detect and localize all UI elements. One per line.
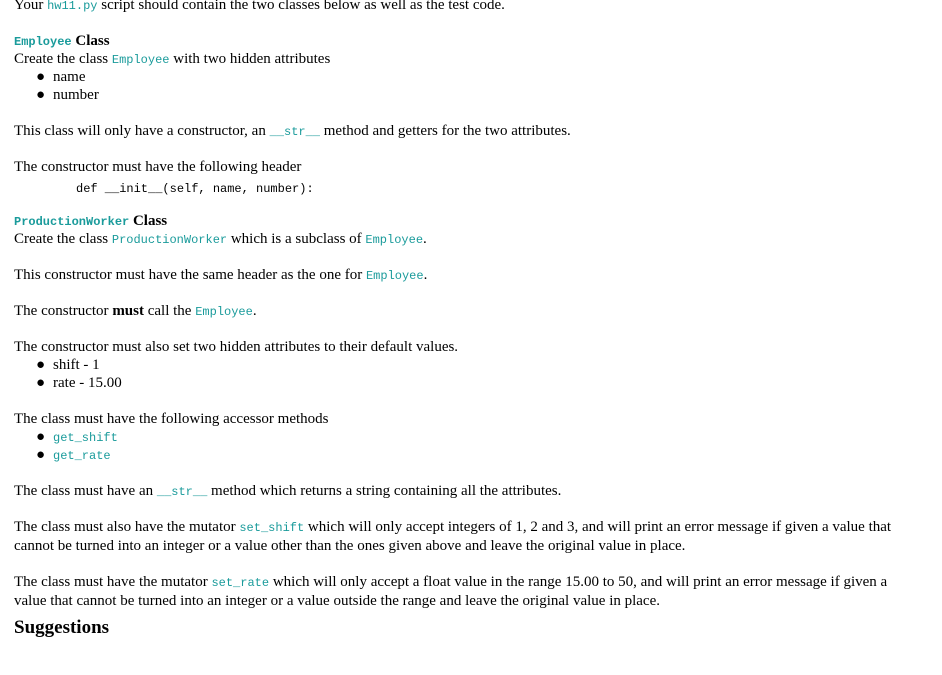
same-header-line: [14, 266, 914, 284]
spacer: [14, 14, 914, 32]
text-fragment: Create the class: [14, 51, 112, 67]
emphasis-must: must: [112, 303, 144, 319]
assignment-document: [14, 0, 914, 640]
list-item: [36, 86, 914, 104]
constructor-signature: def __init__(self, name, number):: [76, 182, 314, 196]
text-fragment: which is a subclass of: [227, 231, 366, 247]
text-fragment: .: [423, 267, 428, 283]
intro-text-rest: script should contain the two classes below as well as the test code.: [97, 0, 505, 13]
set-shift-code: set_shift: [239, 521, 305, 535]
accessor-methods-list: [14, 428, 914, 464]
spacer: [14, 392, 914, 410]
production-worker-create-line: [14, 230, 914, 248]
text-fragment: which will only accept a float value in the range 15.00 to 50, and will print an error message if given a value that cannot be turned into an integer or a value outside the range and leave the original value in place.: [14, 574, 888, 609]
employee-code: Employee: [195, 305, 253, 319]
spacer: [14, 320, 914, 338]
text-fragment: The class must also have the mutator: [14, 519, 240, 535]
accessors-text: The class must have the following accessor methods: [14, 411, 329, 427]
employee-only-line: [14, 122, 914, 140]
heading-class-word: Class: [71, 33, 110, 49]
text-fragment: .: [252, 303, 257, 319]
set-shift-paragraph: [14, 518, 914, 555]
str-method-line: [14, 482, 914, 500]
bullet-icon: ●: [36, 69, 46, 85]
employee-code: Employee: [111, 53, 170, 67]
production-worker-code: ProductionWorker: [111, 233, 228, 247]
list-item-text: rate - 15.00: [53, 375, 122, 391]
default-attributes-list: [14, 356, 914, 392]
bullet-icon: ●: [36, 87, 46, 103]
intro-text: Your: [14, 0, 48, 13]
str-method-code: __str__: [156, 485, 208, 499]
spacer: [14, 284, 914, 302]
text-fragment: This constructor must have the same header as the one for: [14, 267, 366, 283]
list-item-text: name: [53, 69, 86, 85]
text-fragment: The class must have an: [14, 483, 157, 499]
defaults-text: The constructor must also set two hidden attributes to their default values.: [14, 339, 459, 355]
list-item: [36, 374, 914, 392]
suggestions-heading: Suggestions: [14, 617, 110, 638]
text-fragment: This class will only have a constructor, an: [14, 123, 270, 139]
str-method-code: __str__: [269, 125, 321, 139]
accessor-code: get_shift: [53, 431, 118, 445]
spacer: [14, 500, 914, 518]
production-worker-class-heading: [14, 212, 914, 230]
spacer: [14, 202, 914, 212]
spacer: [14, 104, 914, 122]
bullet-icon: ●: [36, 429, 46, 445]
employee-attributes-list: [14, 68, 914, 104]
list-item: [36, 428, 914, 446]
heading-class-word: Class: [129, 213, 168, 229]
list-item: [36, 356, 914, 374]
employee-code: Employee: [365, 269, 424, 283]
spacer: [14, 464, 914, 482]
production-worker-class-name: ProductionWorker: [14, 215, 130, 229]
spacer: [14, 555, 914, 573]
text-fragment: The constructor: [14, 303, 113, 319]
intro-line: [14, 0, 914, 14]
employee-create-line: [14, 50, 914, 68]
list-item-text: number: [53, 87, 99, 103]
text-fragment: call the: [143, 303, 196, 319]
bullet-icon: ●: [36, 357, 46, 373]
set-rate-paragraph: [14, 573, 914, 610]
text-fragment: The class must have the mutator: [14, 574, 212, 590]
spacer: [14, 140, 914, 158]
text-fragment: Create the class: [14, 231, 112, 247]
list-item-text: shift - 1: [53, 357, 100, 373]
list-item: [36, 446, 914, 464]
employee-class-name: Employee: [14, 35, 72, 49]
bullet-icon: ●: [36, 447, 46, 463]
set-rate-code: set_rate: [211, 576, 270, 590]
text-fragment: .: [423, 231, 427, 247]
bullet-icon: ●: [36, 375, 46, 391]
employee-class-heading: [14, 32, 914, 50]
employee-code: Employee: [365, 233, 424, 247]
spacer: [14, 248, 914, 266]
text-fragment: with two hidden attributes: [169, 51, 331, 67]
accessor-code: get_rate: [53, 449, 111, 463]
list-item: [36, 68, 914, 86]
text-fragment: method which returns a string containing all the attributes.: [207, 483, 562, 499]
must-call-line: [14, 302, 914, 320]
script-filename: hw11.py: [47, 0, 98, 13]
text-fragment: method and getters for the two attributes.: [320, 123, 571, 139]
text-fragment: which will only accept integers of 1, 2 and 3, and will print an error message if given a value that cannot be turned into an integer or a value other than the ones given above and leave the original value in place.: [14, 519, 892, 554]
constructor-header-text: The constructor must have the following header: [14, 159, 302, 175]
